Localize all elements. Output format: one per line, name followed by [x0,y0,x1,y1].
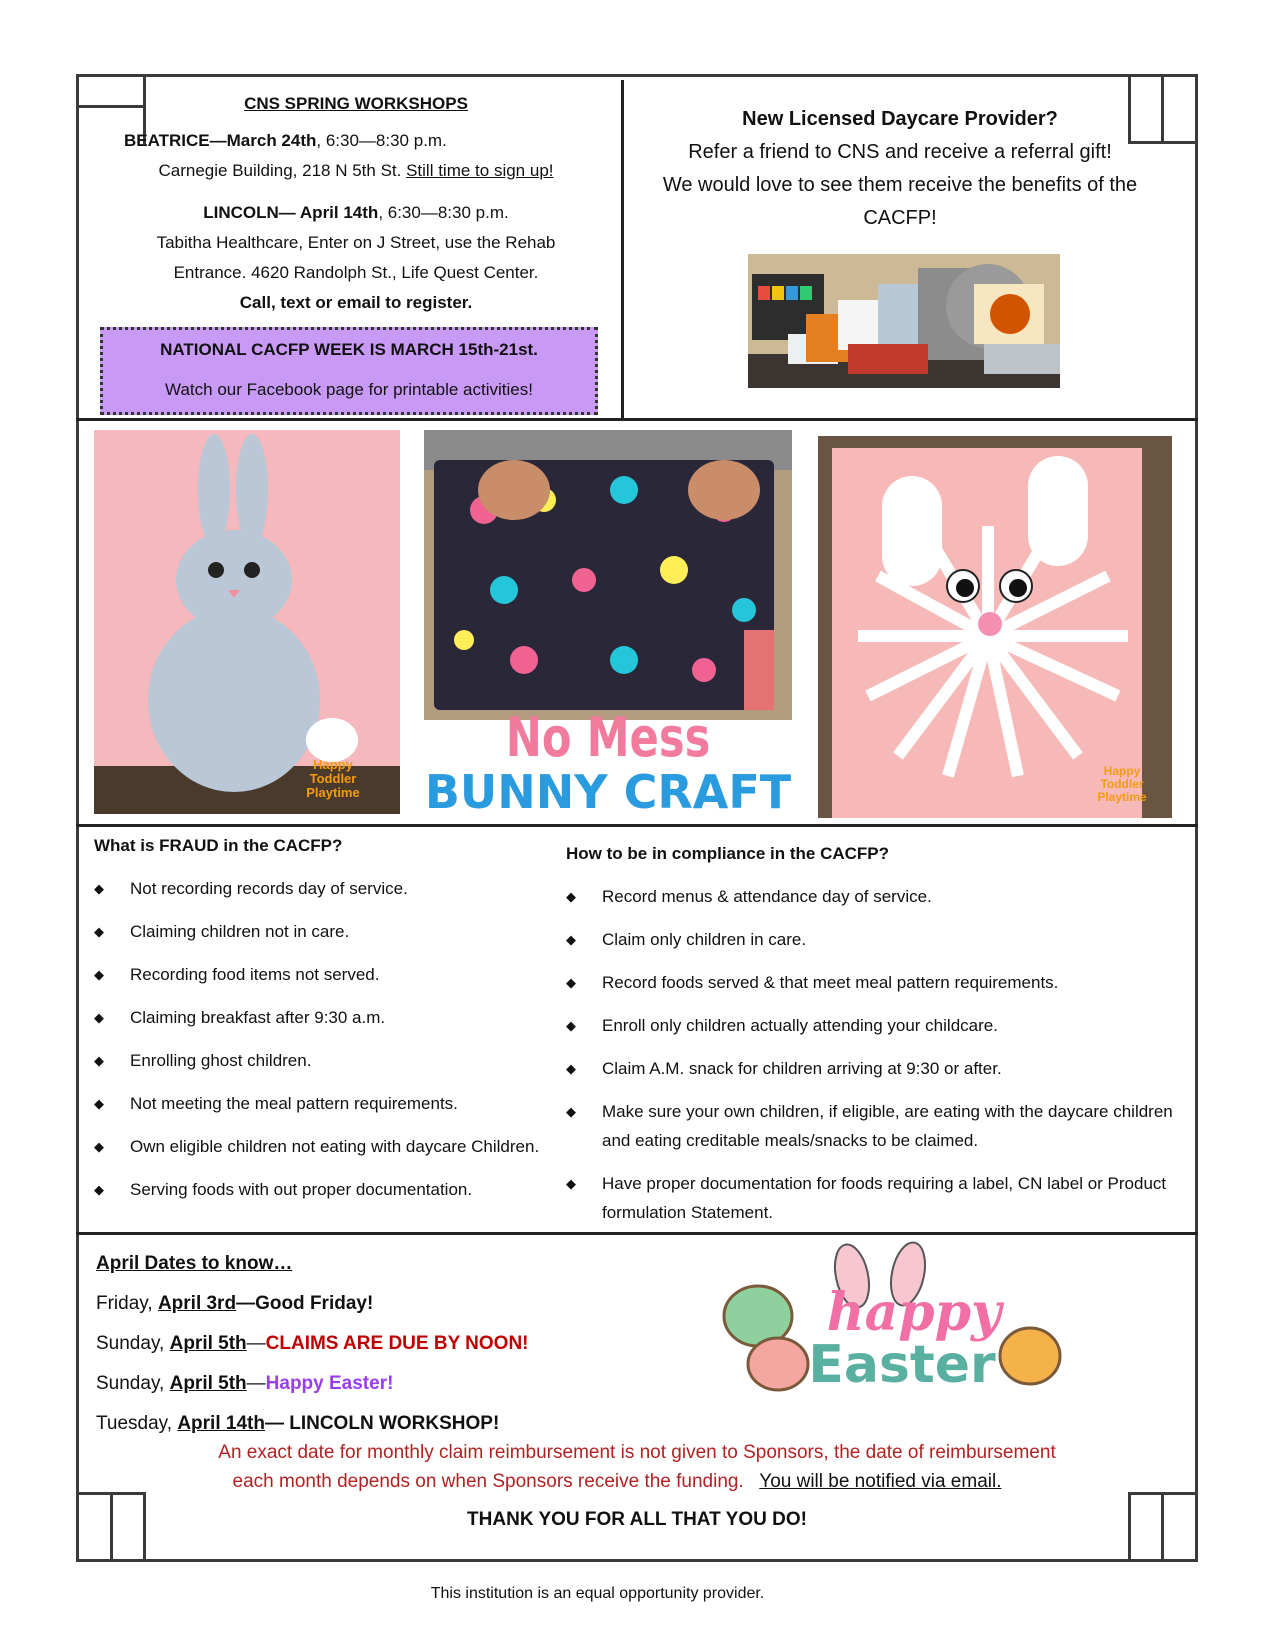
beatrice-time: , 6:30—8:30 p.m. [316,131,447,150]
referral-line-1: Refer a friend to CNS and receive a referral gift! [688,141,1112,163]
top-column-divider [621,80,624,418]
register-note: Call, text or email to register. [239,293,473,312]
easter-word-happy: happy [826,1282,1002,1343]
diamond-bullet-icon: ◆ [94,1053,104,1068]
date-row-easter: Sunday, April 5th—Happy Easter! [96,1373,394,1394]
diamond-bullet-icon: ◆ [94,1139,104,1154]
happy-easter-graphic [712,1240,1072,1402]
list-item: ◆ Not meeting the meal pattern requirements. [94,1089,554,1118]
list-item: ◆ Not recording records day of service. [94,874,554,903]
diamond-bullet-icon: ◆ [566,932,576,947]
paper-strip-bunny-photo [818,436,1172,818]
workshops-section [96,92,616,318]
list-item: ◆ Claim A.M. snack for children arriving at 9:30 or after. [566,1054,1182,1083]
list-item: ◆ Record menus & attendance day of service. [566,882,1182,911]
diamond-bullet-icon: ◆ [94,1010,104,1025]
thank-you-note: THANK YOU FOR ALL THAT YOU DO! [467,1509,807,1530]
footer-note: This institution is an equal opportunity provider. [430,1585,765,1602]
workshops-title: CNS SPRING WORKSHOPS [244,94,468,113]
reimbursement-line-1: An exact date for monthly claim reimbursement is not given to Sponsors, the date of reimbursement [218,1442,1056,1463]
lincoln-location-1: Tabitha Healthcare, Enter on J Street, use the Rehab [156,233,556,252]
divider-1 [76,418,1198,421]
list-item: ◆ Claim only children in care. [566,925,1182,954]
lincoln-time: , 6:30—8:30 p.m. [378,203,509,222]
list-item: ◆ Serving foods with out proper documentation. [94,1175,554,1204]
no-mess-label: No Mess [505,706,711,769]
date-row-good-friday: Friday, April 3rd—Good Friday! [96,1293,374,1314]
cacfp-week-box [100,327,598,415]
notify-email-note: You will be notified via email. [759,1471,1002,1492]
beatrice-line [96,126,616,156]
brand-label-3: Happy Toddler Playtime [1097,764,1147,804]
bunny-craft-3-illustration [818,436,1172,818]
date-row-lincoln-workshop: Tuesday, April 14th— LINCOLN WORKSHOP! [96,1413,500,1434]
lincoln-line [96,198,616,228]
lincoln-location-2: Entrance. 4620 Randolph St., Life Quest Center. [173,263,539,282]
diamond-bullet-icon: ◆ [94,967,104,982]
easter-word-easter: Easter [808,1335,996,1395]
beatrice-location: Carnegie Building, 218 N 5th St. [158,161,407,180]
diamond-bullet-icon: ◆ [566,1104,576,1119]
list-item: ◆ Own eligible children not eating with daycare Children. [94,1132,554,1161]
beatrice-signup-link[interactable]: Still time to sign up! [406,161,554,180]
lincoln-date: LINCOLN— April 14th [203,203,379,222]
diamond-bullet-icon: ◆ [566,975,576,990]
cacfp-week-note: Watch our Facebook page for printable activities! [165,380,533,399]
diamond-bullet-icon: ◆ [566,1061,576,1076]
diamond-bullet-icon: ◆ [566,1018,576,1033]
compliance-title: How to be in compliance in the CACFP? [566,844,890,863]
list-item: ◆ Have proper documentation for foods requiring a label, CN label or Product formulation Statement. [566,1169,1182,1227]
bubble-wrap-bunny-photo [94,430,400,814]
bunny-craft-2-illustration [424,430,792,720]
divider-2 [76,824,1198,827]
diamond-bullet-icon: ◆ [94,924,104,939]
list-item: ◆ Make sure your own children, if eligible, are eating with the daycare children and eating creditable meals/snacks to be claimed. [566,1097,1182,1155]
compliance-section [566,842,1182,1227]
list-item: ◆ Claiming breakfast after 9:30 a.m. [94,1003,554,1032]
diamond-bullet-icon: ◆ [94,881,104,896]
list-item: ◆ Enrolling ghost children. [94,1046,554,1075]
list-item: ◆ Claiming children not in care. [94,917,554,946]
beatrice-location-line [96,156,616,186]
no-mess-bunny-photo [424,430,792,820]
list-item: ◆ Recording food items not served. [94,960,554,989]
date-row-claims-due: Sunday, April 5th—CLAIMS ARE DUE BY NOON! [96,1333,529,1354]
diamond-bullet-icon: ◆ [94,1096,104,1111]
fraud-list [94,874,554,1204]
reimbursement-note [100,1438,1174,1496]
diamond-bullet-icon: ◆ [566,889,576,904]
diamond-bullet-icon: ◆ [566,1176,576,1191]
referral-title: New Licensed Daycare Provider? [742,108,1058,130]
reimbursement-line-2: each month depends on when Sponsors receive the funding. [232,1471,744,1492]
referral-line-2: We would love to see them receive the benefits of the CACFP! [662,174,1138,229]
fraud-section [94,834,554,1204]
divider-3 [76,1232,1198,1235]
brand-label-1: Happy Toddler Playtime [306,757,360,800]
diamond-bullet-icon: ◆ [94,1182,104,1197]
reimbursement-line-2-row [60,1467,1174,1496]
april-dates-section [96,1250,529,1444]
cacfp-week-title: NATIONAL CACFP WEEK IS MARCH 15th-21st. [160,340,538,359]
bunny-craft-1-illustration [94,430,400,814]
referral-section [640,103,1160,235]
list-item: ◆ Record foods served & that meet meal pattern requirements. [566,968,1182,997]
list-item: ◆ Enroll only children actually attending your childcare. [566,1011,1182,1040]
beatrice-date: BEATRICE—March 24th [124,131,317,150]
april-title: April Dates to know… [96,1253,293,1274]
compliance-list [566,882,1182,1227]
fraud-title: What is FRAUD in the CACFP? [94,836,343,855]
bunny-craft-label: BUNNY CRAFT [424,765,792,819]
gift-items-illustration [748,254,1060,388]
referral-gift-photo [748,254,1060,388]
